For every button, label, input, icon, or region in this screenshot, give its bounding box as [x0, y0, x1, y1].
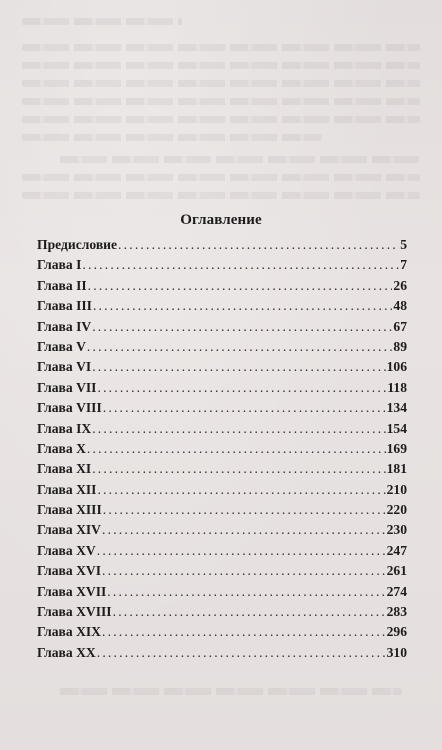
- toc-entry-page-number: 89: [393, 338, 407, 354]
- toc-entry: [37, 482, 407, 502]
- toc-entry-label: Глава IV: [37, 318, 92, 334]
- dot-leader: [87, 339, 393, 355]
- toc-entry-label: Глава XII: [37, 481, 97, 497]
- toc-entry-label: Глава VIII: [37, 400, 102, 416]
- toc-entry-label: Глава XIX: [37, 624, 101, 640]
- dot-leader: [102, 563, 386, 579]
- dot-leader: [103, 400, 386, 416]
- toc-entry-page-number: 220: [386, 502, 407, 518]
- toc-entry-page-number: 283: [386, 604, 407, 620]
- toc-entry-page-number: 154: [386, 420, 407, 436]
- bleed-through-line: [22, 192, 420, 199]
- dot-leader: [103, 502, 386, 518]
- dot-leader: [92, 359, 385, 375]
- toc-entry: [37, 441, 407, 461]
- toc-entry-page-number: 261: [386, 563, 407, 579]
- dot-leader: [118, 237, 399, 253]
- toc-entry-label: Глава X: [37, 440, 86, 456]
- toc-entry-label: Глава IX: [37, 420, 92, 436]
- toc-entry-label: Глава XIII: [37, 502, 102, 518]
- toc-entry: [37, 584, 407, 604]
- bleed-through-line: [60, 688, 402, 695]
- dot-leader: [87, 441, 386, 457]
- toc-list: [37, 237, 407, 665]
- toc-entry-label: Глава V: [37, 338, 86, 354]
- toc-entry: [37, 237, 407, 257]
- toc-entry: [37, 339, 407, 359]
- toc-entry-label: Глава XVII: [37, 583, 107, 599]
- toc-entry: [37, 421, 407, 441]
- dot-leader: [97, 482, 385, 498]
- toc-entry-label: Глава XV: [37, 542, 96, 558]
- toc-entry: [37, 604, 407, 624]
- toc-entry: [37, 380, 407, 400]
- toc-entry-label: Глава VII: [37, 379, 97, 395]
- toc-entry: [37, 400, 407, 420]
- toc-entry: [37, 359, 407, 379]
- toc-entry-page-number: 210: [386, 481, 407, 497]
- dot-leader: [93, 298, 392, 314]
- toc-entry: [37, 319, 407, 339]
- toc-entry-label: Предисловие: [37, 237, 118, 252]
- dot-leader: [97, 645, 386, 661]
- toc-entry-page-number: 48: [393, 298, 407, 314]
- toc-entry: [37, 624, 407, 644]
- toc-entry: [37, 298, 407, 318]
- toc-entry-label: Глава XX: [37, 644, 96, 660]
- bleed-through-line: [60, 156, 420, 163]
- toc-entry-label: Глава XIV: [37, 522, 101, 538]
- dot-leader: [88, 278, 393, 294]
- dot-leader: [97, 380, 386, 396]
- toc-entry-page-number: 118: [387, 379, 407, 395]
- bleed-through-line: [22, 98, 420, 105]
- toc-title: Оглавление: [180, 212, 262, 228]
- toc-entry-page-number: 247: [386, 542, 407, 558]
- toc-entry-label: Глава XI: [37, 461, 92, 477]
- toc-entry: [37, 502, 407, 522]
- toc-entry-page-number: 7: [400, 257, 407, 273]
- toc-entry: [37, 522, 407, 542]
- dot-leader: [82, 257, 399, 273]
- toc-entry-page-number: 5: [400, 237, 407, 252]
- dot-leader: [92, 319, 392, 335]
- toc-entry-page-number: 296: [386, 624, 407, 640]
- bleed-through-line: [22, 18, 182, 25]
- toc-entry-page-number: 310: [386, 644, 407, 660]
- dot-leader: [92, 421, 385, 437]
- toc-entry: [37, 645, 407, 665]
- toc-entry: [37, 257, 407, 277]
- toc-entry-label: Глава III: [37, 298, 92, 314]
- bleed-through-line: [22, 44, 420, 51]
- toc-entry: [37, 563, 407, 583]
- dot-leader: [113, 604, 386, 620]
- toc-entry-page-number: 274: [386, 583, 407, 599]
- toc-entry-page-number: 134: [386, 400, 407, 416]
- toc-entry-page-number: 230: [386, 522, 407, 538]
- toc-entry-label: Глава VI: [37, 359, 92, 375]
- toc-entry: [37, 543, 407, 563]
- toc-entry-page-number: 181: [386, 461, 407, 477]
- toc-entry-page-number: 169: [386, 440, 407, 456]
- toc-entry: [37, 461, 407, 481]
- bleed-through-line: [22, 62, 420, 69]
- toc-entry: [37, 278, 407, 298]
- bleed-through-line: [22, 174, 420, 181]
- dot-leader: [92, 461, 385, 477]
- toc-entry-label: Глава XVI: [37, 563, 101, 579]
- bleed-through-line: [22, 80, 420, 87]
- toc-entry-page-number: 26: [393, 277, 407, 293]
- toc-entry-label: Глава I: [37, 257, 82, 273]
- toc-entry-page-number: 67: [393, 318, 407, 334]
- dot-leader: [102, 624, 386, 640]
- dot-leader: [102, 522, 386, 538]
- bleed-through-line: [22, 116, 420, 123]
- dot-leader: [107, 584, 385, 600]
- bleed-through-line: [22, 134, 322, 141]
- toc-entry-label: Глава II: [37, 277, 87, 293]
- toc-entry-page-number: 106: [386, 359, 407, 375]
- dot-leader: [97, 543, 386, 559]
- toc-entry-label: Глава XVIII: [37, 604, 112, 620]
